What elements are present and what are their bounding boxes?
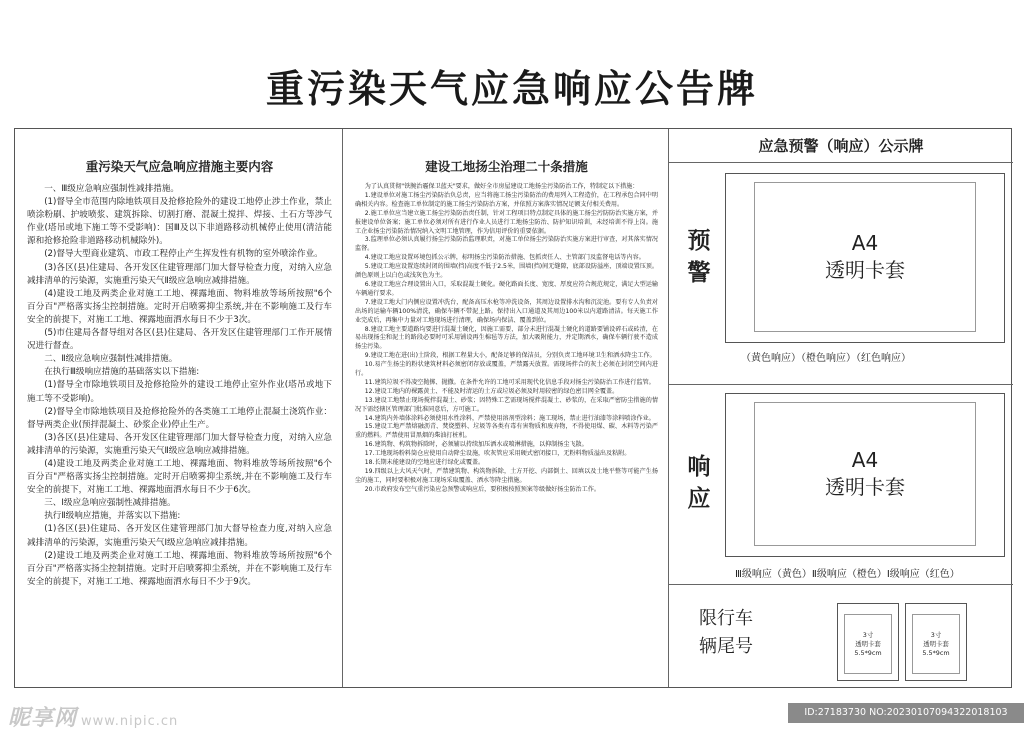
measure-paragraph: (4)建设工地及两类企业对施工工地、裸露地面、物料堆放等场所按照"6个百分百"严格落实扬尘控制措施。定时开启喷雾抑尘系统,并在不影响施工及行车安全的前提下，对施工工地、裸露地面洒水每日不少于3次。 [27,288,332,325]
measure-paragraph: 一、Ⅲ级应急响应强制性减排措施。 [44,184,180,194]
warning-label-char-1: 预 [687,228,711,254]
site-watermark-name: 昵享网 [8,706,78,731]
dust-measure-item: 10.易产生扬尘的粉状建筑材料必须密闭存放或覆盖，严禁露天放置。需现场拌合的灰土必须在封闭空间内进行。 [355,361,658,378]
measure-paragraph: (2)督导全市除地铁项目及抢修抢险外的各类施工工地停止混凝土浇筑作业：督导两类企业(预拌混凝土、砂浆企业)停止生产。 [27,406,332,430]
dust-measure-item: 20.市政府发布空气重污染应急预警或响应后，要积极按照预案等级做好扬尘防治工作。 [364,485,600,493]
plate-card-insert [912,614,960,674]
measure-paragraph: (4)建设工地及两类企业对施工工地、裸露地面、物料堆放等场所按照"6个百分百"严格落实扬尘控制措施。定时开启喷雾抑尘系统,并在不影响施工及行车安全的前提下，对施工工地、裸露地面洒水每日不少于6次。 [27,458,332,496]
dust-measure-item: 7.建设工地大门内侧应设置冲洗台，配备高压水枪等冲洗设备，其周边设置排水沟和沉淀池。要有专人负责对出场的运输车辆100%清洗，确保车辆不带泥上路。保持出入口通道及其周边100米以内道路清洁。每天施工作业完成后，再集中力量对工地现场进行清理，确保场内保洁、覆盖到位。 [355,298,658,324]
dust-measure-item: 17.工地现场粉料筒仓应使用自动降尘设施，吹灰管应采用硬式密闭接口，无粉料物质溢出及粘附。 [364,450,631,458]
warning-card-insert [754,182,976,332]
measure-paragraph: (1)各区(县)住建局、各开发区住建管理部门加大督导检查力度,对纳入应急减排清单的污染源，实施重污染天气Ⅰ级应急响应减排措施。 [27,524,332,548]
measure-paragraph: (2)督导大型商业建筑、市政工程停止产生挥发性有机物的室外喷涂作业。 [44,249,323,260]
measure-paragraph: (1)督导全市范围内除地铁项目及抢修抢险外的建设工地停止涉土作业，禁止喷涂粉刷、护坡喷浆、建筑拆除、切割打磨、混凝土搅拌、焊接、土石方等涉气作业(塔吊或地下施工等不受影响)：国Ⅲ及以下非道路移动机械停止使用(清洁能源和抢修抢险非道路移动机械除外)。 [27,197,332,247]
emergency-measures-text [27,183,332,589]
page-title: 重污染天气应急响应公告牌 [265,67,758,111]
site-watermark-domain: www.nipic.cn [81,714,179,729]
measure-paragraph: (3)各区(县)住建局、各开发区住建管理部门加大督导检查力度，对纳入应急减排清单的污染源，实施重污染天气Ⅱ级应急响应减排措施。 [27,262,332,286]
response-card-insert [754,402,976,546]
response-label-char-2: 应 [687,486,711,512]
measure-paragraph: (2)建设工地及两类企业对施工工地、裸露地面、物料堆放等场所按照"6个百分百"严格落实扬尘控制措施。定时开启喷雾抑尘系统，并在不影响施工及行车安全的前提下，对施工工地、裸露地面洒水每日不少于9次。 [27,550,332,587]
dust-measure-item: 11.建筑垃圾不得凌空抛掷、抛撒。在条件允许的工地可采用现代化信息手段对扬尘污染防治工作进行监管。 [364,378,655,386]
dust-measure-item: 为了认真贯彻"铁腕治霾保卫蓝天"要求，做好全市房屋建设工地扬尘污染防治工作，特制定以下措施： [364,183,639,190]
response-label-char-1: 响 [687,454,711,480]
public-notice-heading: 应急预警（响应）公示牌 [669,129,1013,163]
plate-card-size: 3寸 [930,630,942,639]
plate-label-line-2: 辆尾号 [699,636,753,657]
public-notice-column [669,129,1013,687]
plate-card-sleeve [837,603,899,681]
warning-panel [669,163,1013,385]
measure-paragraph: (3)各区(县)住建局、各开发区住建管理部门加大督导检查力度，对纳入应急减排清单的污染源，实施重污染天气Ⅱ级应急响应减排措施。 [27,432,332,456]
plate-card-size: 3寸 [862,630,874,639]
measure-paragraph: 执行Ⅱ级响应措施，并落实以下措施: [44,511,181,522]
response-card-label: 透明卡套 [825,475,905,499]
site-watermark [8,701,178,732]
dust-control-heading: 建设工地扬尘治理二十条措施 [425,159,588,174]
dust-measure-item: 1.建设单位对施工扬尘污染防治负总责，应当将施工扬尘污染防治的费用列入工程造价，在工程承包合同中明确相关内容。检查施工单位制定的施工扬尘污染防治方案，并依照方案落实情况足额支付相关费用。 [355,191,658,208]
response-panel [669,385,1013,585]
dust-measure-item: 16.建筑物、构筑物拆除时，必须辅以持续加压洒水或喷淋措施，以抑制扬尘飞散。 [364,441,588,449]
plate-card-dims: 5.5*9cm [922,648,950,657]
image-id-badge: ID:27183730 NO:20230107094322018103 [788,703,1024,723]
dust-measure-item: 13.建设工地禁止现场搅拌混凝土、砂浆；因特殊工艺需现场搅拌混凝土、砂浆的，在采取严密防尘措施的情况下需经辖区管理部门批准同意后，方可施工。 [355,396,658,413]
response-caption: Ⅲ级响应（黄色）Ⅱ级响应（橙色）Ⅰ级响应（红色） [735,569,960,580]
plate-card-sleeve [905,603,967,681]
response-card-size: A4 [851,448,879,472]
plate-card-name: 透明卡套 [855,639,881,648]
dust-measure-item: 9.建设工地在进(出)土阶段，根据工程量大小，配备足够的保洁员，分别负责工地环境卫生和洒水降尘工作。 [364,352,656,360]
measure-paragraph: 在执行Ⅲ级响应措施的基础落实以下措施: [44,367,200,378]
dust-measure-item: 19.四级以上大风天气时，严禁建筑物、构筑物拆除，土方开挖、内部倒土、回填以及土地平整等可能产生扬尘的施工，同时要积极对施工现场采取覆盖、洒水等降尘措施。 [355,468,658,484]
warning-card-size: A4 [851,231,879,255]
measure-paragraph: 三、Ⅰ级应急响应强制性减排措施。 [44,498,176,509]
dust-control-column [343,129,669,687]
measure-paragraph: (1)督导全市除地铁项目及抢修抢险外的建设工地停止室外作业(塔吊或地下施工等不受影响)。 [27,380,332,404]
plate-card-insert [844,614,892,674]
dust-measure-item: 4.建设工地应设置环境包抓公示牌，标明扬尘污染防治措施、包抓责任人、主管部门及监督电话等内容。 [364,254,645,262]
dust-measure-item: 5.建设工地应设置连续封闭的围墙(挡)高度不低于2.5米，围墙(挡)间无缝隙，底部设防溢座，顶端设置压顶。颜色原则上以白色或浅灰色为主。 [355,263,658,280]
dust-measure-item: 12.建设工地内的裸露黄土、不能及时清运的土方或垃圾必须及时用较密的绿色密目网全覆盖。 [364,387,619,395]
dust-measure-item: 6.建设工地应合理设置出入口，采取混凝土硬化。硬化路面长度、宽度、厚度应符合规范规定，满足大型运输车辆通行要求。 [355,280,658,297]
plate-card-name: 透明卡套 [923,639,949,648]
response-card-sleeve [725,393,1005,557]
board-frame [14,128,1012,688]
plate-card-dims: 5.5*9cm [854,648,882,657]
dust-measure-item: 14.建筑内外墙体涂料必须使用水性涂料，严禁使用溶剂型涂料；施工现场，禁止进行油漆等涂料喷涂作业。 [364,414,655,422]
dust-measure-item: 18.长期未能建设的空地应进行绿化或覆盖。 [364,459,485,467]
plate-panel [669,585,1013,687]
warning-caption: （黄色响应）（橙色响应）（红色响应） [741,353,911,364]
measure-paragraph: (5)市住建局各督导组对各区(县)住建局、各开发区住建管理部门工作开展情况进行督查。 [27,328,332,352]
response-label [681,451,717,515]
dust-measure-item: 2.施工单位应当建立施工扬尘污染防治责任制，针对工程项目特点制定具体的施工扬尘污防防治实施方案，并报建设单位备案；施工单位必须对所有进行作业人员进行工地扬尘防治、防护知识培训，未经培训不得上岗。施工企业扬尘污染防治情况纳入文明工地管理，作为信用评价的重要依据。 [355,209,658,235]
measure-paragraph: 二、Ⅱ级应急响应强制性减排措施。 [44,354,178,365]
plate-label [699,605,769,661]
plate-label-line-1: 限行车 [699,608,753,629]
warning-label [681,225,717,289]
emergency-measures-column [15,129,343,687]
dust-control-text [355,183,658,495]
warning-card-sleeve [725,173,1005,343]
emergency-measures-heading: 重污染天气应急响应措施主要内容 [85,159,274,174]
warning-label-char-2: 警 [687,260,711,286]
warning-card-label: 透明卡套 [825,258,905,282]
dust-measure-item: 8.建设工地主要道路均要进行混凝土硬化，因施工需要，部分未进行混凝土硬化的道路要铺设碎石或砖渣，在易出现扬尘和泥土的路段必要时可采用铺设再生棉毡等方法，加大吸附能力，并定期洒水，确保车辆行驶不造成扬尘污染。 [355,325,658,351]
dust-measure-item: 15.建设工地严禁熔融沥青、焚烧塑料、垃圾等各类有毒有害物质和废弃物，不得使用煤、碳、木料等污染严重的燃料。严禁使用冒黑烟的柴油打桩机。 [355,423,658,440]
dust-measure-item: 3.监理单位必须认真履行扬尘污染防治监理职责，对施工单位扬尘污染防治实施方案进行审查，对其落实情况监督。 [355,236,658,253]
